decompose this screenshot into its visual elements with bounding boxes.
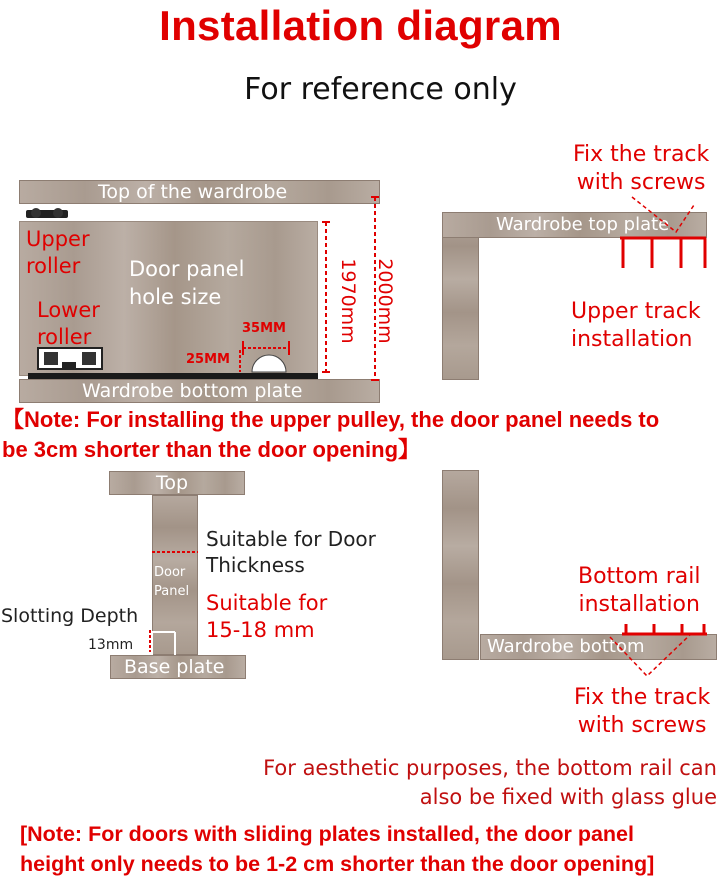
page-title: Installation diagram (159, 2, 562, 49)
dim-35mm-label: 35MM (242, 321, 286, 336)
wardrobe-bottom-plate-right-label: Wardrobe bottom (487, 636, 645, 657)
wardrobe-bottom-label: Wardrobe bottom plate (82, 380, 303, 402)
dim-25mm-label: 25MM (186, 352, 230, 367)
upper-roller-label: Upper roller (26, 227, 90, 278)
dim-1970mm-label: 1970mm (337, 258, 359, 344)
cross-section-top-label: Top (156, 472, 189, 494)
bottom-rail-installation-label: Bottom rail installation (578, 564, 701, 617)
cross-section-door-label: Door Panel (154, 565, 190, 599)
door-thickness-label: Suitable for Door Thickness (206, 527, 376, 577)
upper-track-installation-label: Upper track installation (571, 299, 701, 352)
upper-pulley-note: 【Note: For installing the upper pulley, the door panel needs to be 3cm shorter than the door opening】 (2, 407, 660, 462)
aesthetic-note: For aesthetic purposes, the bottom rail can also be fixed with glass glue (263, 756, 717, 809)
wardrobe-top-label: Top of the wardrobe (98, 181, 288, 203)
door-thickness-range-label: Suitable for 15-18 mm (206, 591, 328, 642)
bottom-fix-track-label: Fix the track with screws (574, 685, 711, 738)
door-panel-label: Door panel hole size (129, 257, 245, 309)
slotting-depth-value: 13mm (88, 637, 134, 653)
upper-fix-track-label: Fix the track with screws (573, 142, 710, 195)
wardrobe-top-plate-label: Wardrobe top plate (496, 214, 670, 235)
dim-2000mm-label: 2000mm (374, 258, 396, 344)
slotting-depth-label: Slotting Depth (1, 605, 139, 627)
lower-roller-label: Lower roller (37, 298, 100, 349)
sliding-plate-note: [Note: For doors with sliding plates installed, the door panel height only needs to be 1-2 cm shorter than the door opening] (20, 822, 655, 876)
page-subtitle: For reference only (244, 72, 517, 107)
cross-section-base-label: Base plate (124, 656, 225, 678)
